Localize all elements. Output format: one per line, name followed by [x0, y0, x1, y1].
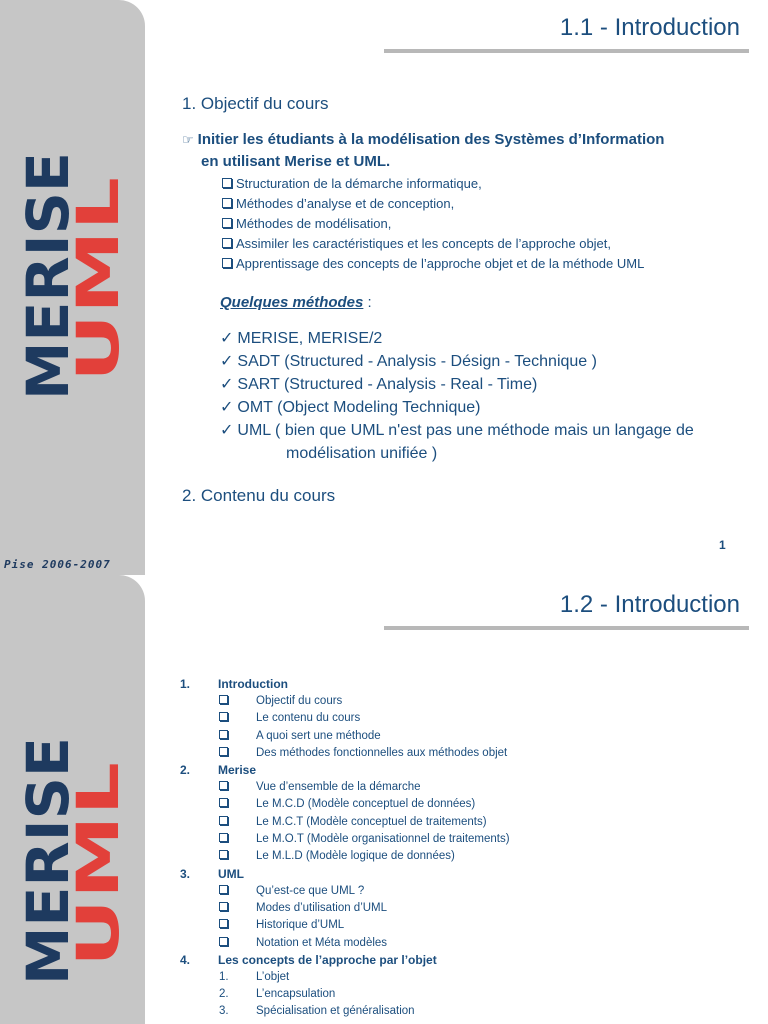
- slide-title: 1.1 - Introduction: [559, 14, 740, 41]
- toc-section-number: 2.: [180, 763, 191, 778]
- list-item: [220, 396, 740, 419]
- bullet-text: Méthodes d’analyse et de conception,: [236, 196, 455, 211]
- checkbox-bullet-icon: [219, 730, 228, 739]
- list-item: [220, 350, 740, 373]
- checkbox-bullet-icon: [219, 850, 228, 859]
- checkbox-bullet-icon: [219, 695, 228, 704]
- slide-title: 1.2 - Introduction: [559, 591, 740, 618]
- method-text: MERISE, MERISE/2: [237, 330, 383, 347]
- bullet-text: Structuration de la démarche informatique,: [236, 176, 482, 191]
- bullet-text: Assimiler les caractéristiques et les concepts de l’approche objet,: [236, 236, 612, 251]
- checkbox-bullet-icon: [222, 178, 232, 188]
- toc-item-number: 1.: [219, 970, 229, 983]
- list-item: [222, 254, 644, 274]
- checkbox-bullet-icon: [219, 902, 228, 911]
- toc-item-label: Vue d’ensemble de la démarche: [256, 781, 421, 794]
- toc-section-number: 4.: [180, 952, 191, 967]
- checkbox-bullet-icon: [219, 919, 228, 928]
- main-objective-line2: en utilisant Merise et UML.: [201, 153, 391, 170]
- checkbox-bullet-icon: [222, 258, 232, 268]
- list-item: [222, 174, 644, 194]
- methods-heading: [220, 294, 372, 311]
- method-text: OMT (Object Modeling Technique): [237, 399, 481, 416]
- title-divider: [384, 626, 749, 630]
- list-item: [222, 234, 644, 254]
- logo-merise-text: MERISE: [14, 155, 82, 400]
- checkbox-bullet-icon: [222, 218, 232, 228]
- checkmark-icon: ✓: [220, 399, 234, 416]
- toc-item-label: Le contenu du cours: [256, 712, 361, 725]
- methods-heading-colon: :: [363, 294, 372, 311]
- method-text: SART (Structured - Analysis - Real - Time): [237, 376, 538, 393]
- checkmark-icon: ✓: [220, 376, 234, 393]
- list-item: [220, 419, 740, 442]
- logo-uml-text: UML: [64, 825, 132, 967]
- toc-item-label: Objectif du cours: [256, 695, 343, 707]
- toc-section-label: Merise: [218, 763, 257, 778]
- pointing-hand-icon: ☞: [182, 132, 194, 147]
- merise-uml-logo: [6, 735, 138, 995]
- toc-item-label: Des méthodes fonctionnelles aux méthodes objet: [256, 746, 508, 759]
- page-number: 1: [719, 538, 726, 552]
- toc-section-label: UML: [218, 866, 244, 881]
- section-heading-contenu: 2. Contenu du cours: [182, 486, 336, 505]
- toc-item-label: A quoi sert une méthode: [256, 729, 381, 742]
- merise-uml-logo: [6, 150, 138, 410]
- toc-item-label: L’objet: [256, 970, 290, 983]
- objective-bullets: [222, 174, 644, 274]
- toc-item-label: Qu’est-ce que UML ?: [256, 884, 365, 897]
- footer-year: Pise 2006-2007: [4, 558, 111, 571]
- bullet-text: Méthodes de modélisation,: [236, 216, 392, 231]
- toc-item-label: Modes d’utilisation d’UML: [256, 901, 388, 914]
- slide-2: [0, 575, 768, 1024]
- checkbox-bullet-icon: [219, 937, 228, 946]
- toc-item-label: Le M.C.T (Modèle conceptuel de traitements): [256, 815, 487, 828]
- checkbox-bullet-icon: [219, 833, 228, 842]
- list-item: [222, 194, 644, 214]
- logo-uml-text: UML: [64, 240, 132, 382]
- list-item: [220, 327, 740, 350]
- checkbox-bullet-icon: [219, 885, 228, 894]
- logo-merise-text: MERISE: [14, 740, 82, 985]
- toc-item-label: L’encapsulation: [256, 988, 336, 1001]
- checkmark-icon: ✓: [220, 422, 234, 439]
- sidebar: [0, 575, 145, 1024]
- toc-item-number: 2.: [219, 988, 229, 1001]
- toc-item-label: Notation et Méta modèles: [256, 936, 388, 949]
- list-item: [222, 214, 644, 234]
- methods-list: [220, 327, 740, 465]
- checkbox-bullet-icon: [219, 816, 228, 825]
- checkbox-bullet-icon: [219, 781, 228, 790]
- checkbox-bullet-icon: [219, 712, 228, 721]
- toc-section-number: 1.: [180, 677, 191, 691]
- checkmark-icon: ✓: [220, 330, 234, 347]
- checkbox-bullet-icon: [219, 798, 228, 807]
- method-text: UML ( bien que UML n'est pas une méthode mais un langage de: [237, 422, 694, 439]
- toc-item-label: Le M.O.T (Modèle organisationnel de traitements): [256, 833, 510, 846]
- main-objective-line1: Initier les étudiants à la modélisation des Systèmes d’Information: [197, 131, 665, 148]
- bullet-text: Apprentissage des concepts de l’approche objet et de la méthode UML: [236, 256, 645, 271]
- checkmark-icon: ✓: [220, 353, 234, 370]
- toc-section-number: 3.: [180, 866, 191, 881]
- sidebar: [0, 0, 145, 575]
- list-item: [220, 373, 740, 396]
- toc-section-label: Introduction: [218, 677, 288, 691]
- toc-section-label: Les concepts de l’approche par l’objet: [218, 952, 437, 967]
- toc-item-label: Historique d’UML: [256, 919, 345, 932]
- toc-item-number: 3.: [219, 1005, 229, 1018]
- methods-heading-text: Quelques méthodes: [220, 294, 364, 311]
- list-item-continuation: modélisation unifiée ): [286, 445, 438, 462]
- toc-item-label: Le M.L.D (Modèle logique de données): [256, 850, 455, 863]
- toc-item-label: Le M.C.D (Modèle conceptuel de données): [256, 798, 476, 811]
- toc-item-label: Spécialisation et généralisation: [256, 1005, 415, 1018]
- checkbox-bullet-icon: [219, 747, 228, 756]
- checkbox-bullet-icon: [222, 238, 232, 248]
- logo-graphic: [6, 735, 138, 995]
- section-heading-objectif: 1. Objectif du cours: [182, 94, 329, 113]
- main-objective: [182, 129, 742, 173]
- checkbox-bullet-icon: [222, 198, 232, 208]
- method-text: SADT (Structured - Analysis - Désign - Technique ): [237, 353, 597, 370]
- logo-graphic: [6, 150, 138, 410]
- title-divider: [384, 49, 749, 53]
